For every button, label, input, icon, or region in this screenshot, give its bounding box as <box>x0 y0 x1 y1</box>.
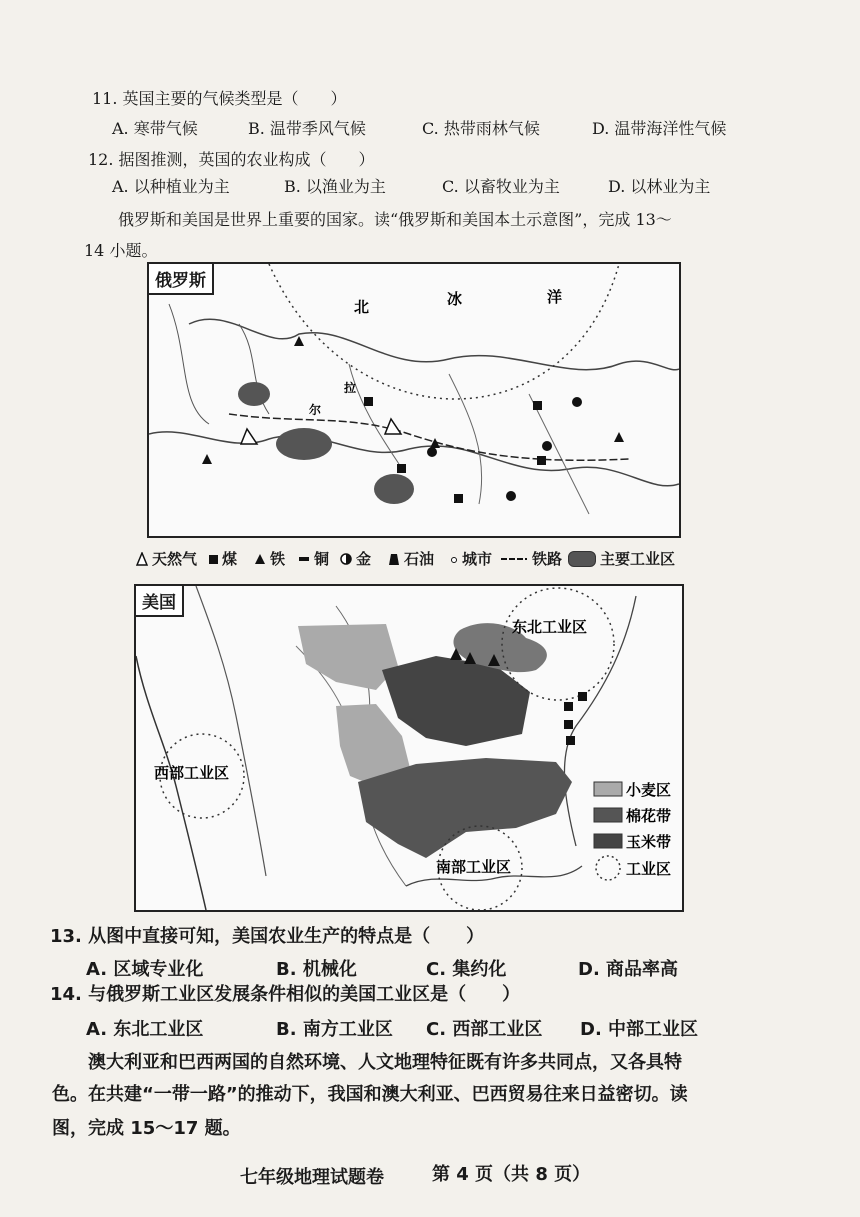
northeast-industrial-label: 东北工业区 <box>512 618 588 636</box>
footer-exam-name: 七年级地理试题卷 <box>240 1167 384 1188</box>
q12-option-c[interactable]: C. 以畜牧业为主 <box>442 177 560 196</box>
legend-coal-label: 煤 <box>222 550 238 568</box>
place-char-er: 尔 <box>309 403 322 417</box>
coal-marker[interactable] <box>564 702 573 711</box>
legend-railway-label: 铁路 <box>532 550 563 568</box>
q13-option-c[interactable]: C. 集约化 <box>426 959 507 980</box>
industrial-area-northwest <box>238 382 270 406</box>
intro-13-14-line2: 14 小题。 <box>84 241 158 260</box>
coal-marker[interactable] <box>397 464 406 473</box>
natural-gas-marker <box>385 419 401 434</box>
ocean-char-2: 冰 <box>447 290 463 308</box>
usa-map-title: 美国 <box>136 586 184 617</box>
legend-oil-label: 石油 <box>404 550 435 568</box>
legend-gold <box>340 548 371 569</box>
gold-marker <box>542 441 552 451</box>
legend-iron-label: 铁 <box>270 550 286 568</box>
q12-option-d[interactable]: D. 以林业为主 <box>608 177 711 196</box>
legend-gold-label: 金 <box>356 550 372 568</box>
intro-13-14-line1: 俄罗斯和美国是世界上重要的国家。读“俄罗斯和美国本土示意图”，完成 13～ <box>118 210 672 229</box>
iron-marker <box>202 454 212 464</box>
q14-option-c[interactable]: C. 西部工业区 <box>426 1019 543 1040</box>
legend-cotton-label: 棉花带 <box>626 807 672 825</box>
usa-map <box>134 584 684 912</box>
q14-option-a[interactable]: A. 东北工业区 <box>86 1019 204 1040</box>
intro-15-17-line1: 澳大利亚和巴西两国的自然环境、人文地理特征既有许多共同点，又各具特 <box>88 1052 682 1073</box>
iron-marker <box>294 336 304 346</box>
west-industrial-label: 西部工业区 <box>154 764 230 782</box>
legend-industrial-label: 工业区 <box>626 860 672 878</box>
q13-option-b[interactable]: B. 机械化 <box>276 959 357 980</box>
legend-industrial-area-label: 主要工业区 <box>600 550 676 568</box>
russia-map-title: 俄罗斯 <box>149 264 214 295</box>
q14-option-d[interactable]: D. 中部工业区 <box>580 1019 699 1040</box>
legend-railway <box>500 548 562 569</box>
q12-option-b[interactable]: B. 以渔业为主 <box>284 177 386 196</box>
ocean-char-1: 北 <box>354 298 370 316</box>
russia-map-legend <box>136 548 676 570</box>
question-13-stem: 13. 从图中直接可知，美国农业生产的特点是（ ） <box>50 926 485 947</box>
legend-copper-label: 铜 <box>314 550 330 568</box>
legend-copper <box>298 548 329 569</box>
q11-option-d[interactable]: D. 温带海洋性气候 <box>592 119 727 138</box>
question-14-stem: 14. 与俄罗斯工业区发展条件相似的美国工业区是（ ） <box>50 984 521 1005</box>
legend-natural-gas-label: 天然气 <box>152 550 198 568</box>
gold-marker <box>572 397 582 407</box>
q14-option-b[interactable]: B. 南方工业区 <box>276 1019 393 1040</box>
coal-marker[interactable] <box>578 692 587 701</box>
legend-natural-gas <box>136 548 197 569</box>
usa-map-legend <box>594 781 671 880</box>
coal-marker[interactable] <box>533 401 542 410</box>
gold-marker <box>506 491 516 501</box>
legend-corn-label: 玉米带 <box>626 833 672 851</box>
intro-15-17-line3: 图，完成 15～17 题。 <box>52 1118 241 1139</box>
q12-option-a[interactable]: A. 以种植业为主 <box>112 177 230 196</box>
gold-marker <box>427 447 437 457</box>
legend-oil <box>388 548 434 569</box>
cotton-belt <box>358 758 572 858</box>
coal-marker[interactable] <box>537 456 546 465</box>
legend-city-label: 城市 <box>462 550 493 568</box>
place-char-la: 拉 <box>344 381 357 395</box>
iron-marker <box>614 432 624 442</box>
footer-page-number: 第 4 页（共 8 页） <box>432 1164 591 1185</box>
legend-industrial-area <box>568 548 675 569</box>
ocean-char-3: 洋 <box>547 288 563 306</box>
question-12-stem: 12. 据图推测，英国的农业构成（ ） <box>88 150 375 169</box>
legend-iron <box>254 548 285 569</box>
q11-option-a[interactable]: A. 寒带气候 <box>112 119 198 138</box>
coal-marker[interactable] <box>564 720 573 729</box>
legend-city <box>450 548 492 569</box>
south-industrial-label: 南部工业区 <box>436 858 512 876</box>
industrial-area-central <box>276 428 332 460</box>
coal-marker[interactable] <box>454 494 463 503</box>
industrial-area-east <box>374 474 414 504</box>
question-11-stem: 11. 英国主要的气候类型是（ ） <box>92 89 347 108</box>
intro-15-17-line2: 色。在共建“一带一路”的推动下，我国和澳大利亚、巴西贸易往来日益密切。读 <box>52 1084 688 1105</box>
q11-option-b[interactable]: B. 温带季风气候 <box>248 119 366 138</box>
q13-option-a[interactable]: A. 区域专业化 <box>86 959 204 980</box>
russia-map <box>147 262 681 538</box>
usa-map-graphic <box>136 586 682 910</box>
legend-wheat-label: 小麦区 <box>626 781 672 799</box>
wheat-zone-north <box>298 624 398 690</box>
natural-gas-marker <box>241 429 257 444</box>
legend-coal <box>208 548 237 569</box>
q11-option-c[interactable]: C. 热带雨林气候 <box>422 119 540 138</box>
q13-option-d[interactable]: D. 商品率高 <box>578 959 679 980</box>
coal-marker[interactable] <box>566 736 575 745</box>
coal-marker[interactable] <box>364 397 373 406</box>
russia-map-graphic <box>149 264 679 536</box>
